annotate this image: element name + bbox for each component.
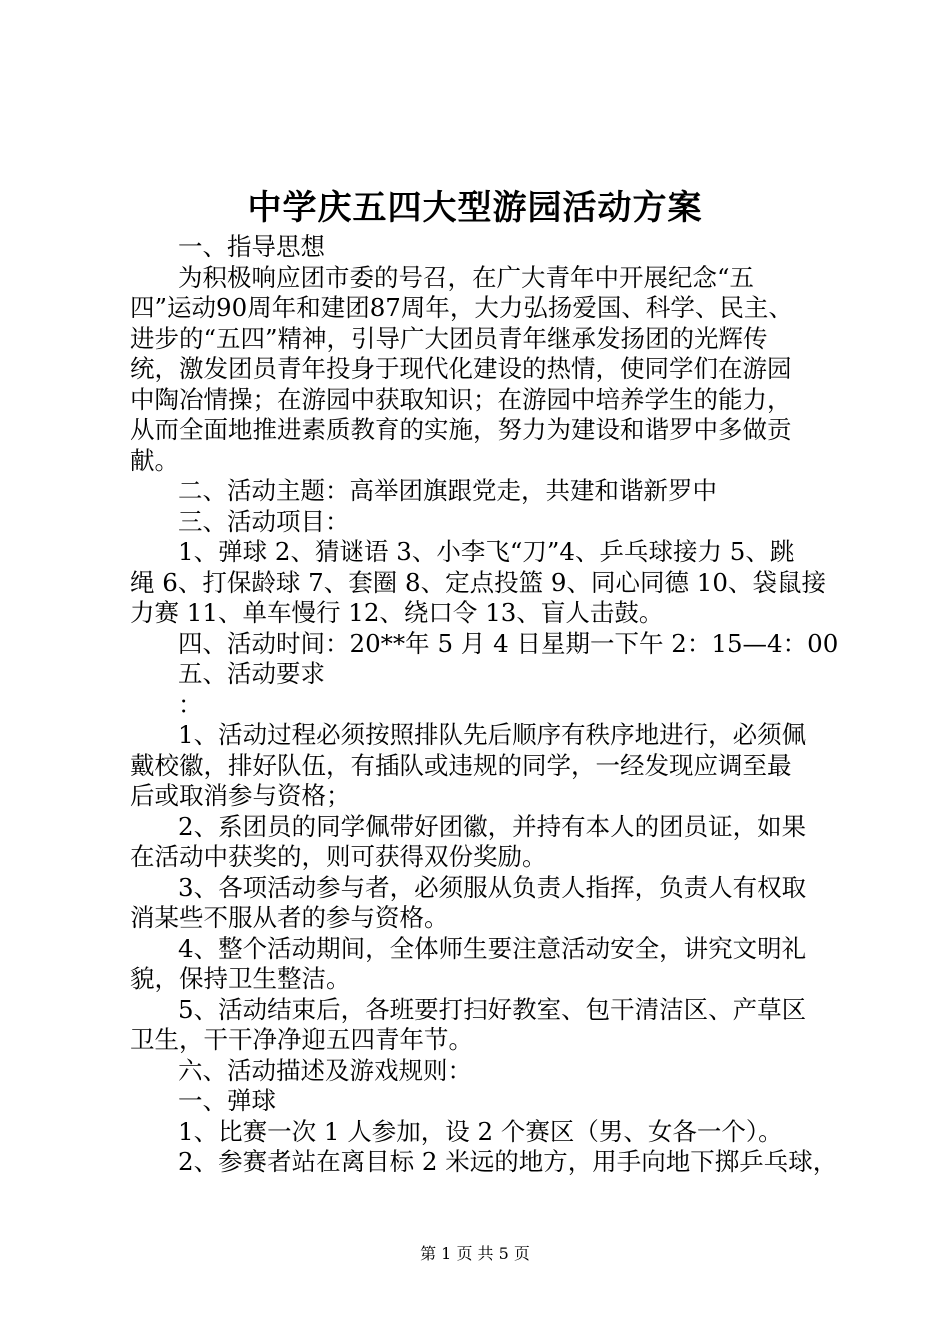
paragraph-line: 2、系团员的同学佩带好团徽，并持有本人的团员证，如果 [178, 811, 807, 841]
paragraph-line: 3、各项活动参与者，必须服从负责人指挥，负责人有权取 [178, 872, 807, 902]
paragraph-line: 后或取消参与资格； [130, 781, 351, 810]
document-body [130, 232, 840, 1178]
paragraph-line: 戴校徽，排好队伍，有插队或违规的同学，一经发现应调至最 [130, 750, 792, 780]
paragraph-line: 统，激发团员青年投身于现代化建设的热情，使同学们在游园 [130, 354, 792, 383]
paragraph-line: 三、活动项目： [178, 506, 350, 536]
paragraph-line: 2、参赛者站在离目标 2 米远的地方，用手向地下掷乒乓球， [178, 1147, 838, 1176]
paragraph-line: 消某些不服从者的参与资格。 [130, 903, 449, 932]
paragraph-line: 从而全面地推进素质教育的实施，努力为建设和谐罗中多做贡 [130, 415, 792, 444]
paragraph-line: 一、弹球 [178, 1086, 276, 1115]
paragraph-line: 貌，保持卫生整洁。 [130, 964, 351, 993]
paragraph-line: 绳 6、打保龄球 7、套圈 8、定点投篮 9、同心同德 10、袋鼠接 [130, 567, 826, 597]
paragraph-line: 中陶冶情操；在游园中获取知识；在游园中培养学生的能力， [130, 384, 792, 414]
paragraph-line: 1、活动过程必须按照排队先后顺序有秩序地进行，必须佩 [178, 720, 807, 749]
paragraph-line: 六、活动描述及游戏规则： [178, 1055, 472, 1085]
document-title: 中学庆五四大型游园活动方案 [247, 188, 703, 228]
paragraph-line: 5、活动结束后，各班要打扫好教室、包干清洁区、产草区 [178, 994, 807, 1024]
paragraph-line: 在活动中获奖的，则可获得双份奖励。 [130, 842, 547, 871]
paragraph-line: 一、指导思想 [178, 232, 325, 261]
paragraph-line: 四”运动90周年和建团87周年，大力弘扬爱国、科学、民主、 [130, 293, 793, 322]
paragraph-line: 二、活动主题：高举团旗跟党走，共建和谐新罗中 [178, 476, 717, 505]
paragraph-line: 4、整个活动期间，全体师生要注意活动安全，讲究文明礼 [178, 933, 807, 963]
paragraph-line: 五、活动要求 [178, 659, 325, 688]
paragraph-line: 进步的“五四”精神，引导广大团员青年继承发扬团的光辉传 [130, 323, 768, 353]
paragraph-line: 献。 [130, 445, 179, 475]
paragraph-line: 力赛 11、单车慢行 12、绕口令 13、盲人击鼓。 [130, 598, 664, 627]
paragraph-line: 卫生，干干净净迎五四青年节。 [130, 1025, 473, 1054]
paragraph-line: 1、比赛一次 1 人参加，设 2 个赛区（男、女各一个）。 [178, 1116, 783, 1146]
paragraph-line: 四、活动时间：20**年 5 月 4 日星期一下午 2：15—4：00 [178, 628, 839, 658]
paragraph-line: 1、弹球 2、猜谜语 3、小李飞“刀”4、乒乓球接力 5、跳 [178, 537, 795, 566]
page-footer: 第 1 页 共 5 页 [420, 1244, 530, 1263]
paragraph-line: 为积极响应团市委的号召，在广大青年中开展纪念“五 [178, 262, 755, 292]
paragraph-line: ： [178, 689, 203, 719]
